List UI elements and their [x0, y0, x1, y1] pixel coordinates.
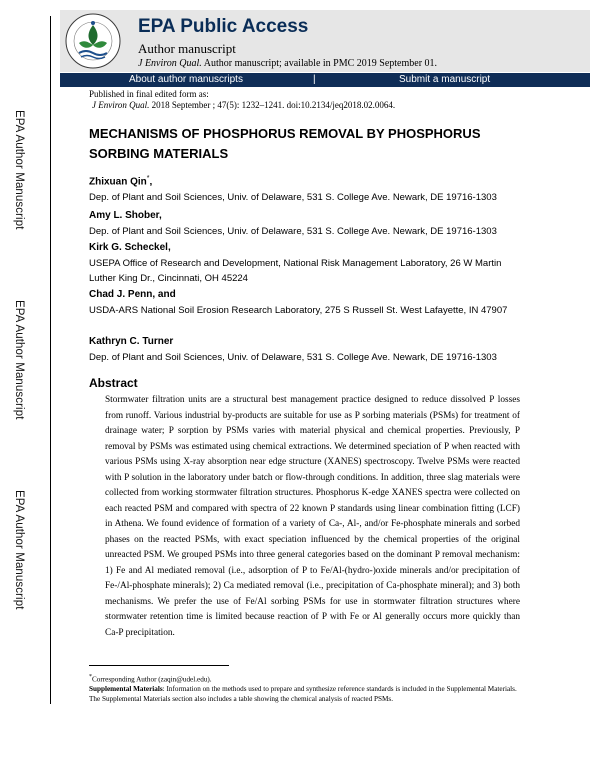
publication-info	[89, 89, 395, 111]
availability-text: Author manuscript; available in PMC 2019 September 01.	[203, 58, 438, 69]
author-name: Kirk G. Scheckel,	[89, 242, 171, 253]
sidebar-label: EPA Author Manuscript	[13, 110, 25, 230]
about-manuscripts-link[interactable]: About author manuscripts	[129, 74, 243, 85]
author-affiliation: USDA-ARS National Soil Erosion Research Laboratory, 275 S Russell St. West Lafayette, IN 47907	[89, 305, 508, 316]
author-affiliation: Dep. of Plant and Soil Sciences, Univ. of Delaware, 531 S. College Ave. Newark, DE 19716-1303	[89, 226, 497, 237]
supplemental-footnote	[89, 684, 519, 704]
citation-details: 2018 September ; 47(5): 1232–1241. doi:10.2134/jeq2018.02.0064.	[151, 100, 396, 110]
author-block	[89, 240, 529, 286]
margin-divider	[50, 16, 51, 704]
epa-logo-icon	[65, 13, 121, 69]
public-access-title: EPA Public Access	[138, 16, 309, 37]
published-label: Published in final edited form as:	[89, 89, 209, 99]
abstract-text: Stormwater filtration units are a structural best management practice designed to reduce dissolved P losses from runoff. Various industrial by-products are suitable for use as P sorbing materials (PSMs) for treatment of drainage water; P sorption by PSMs varies with material physical and chemical properties. Previously, P removal by PSMs was estimated using chemical extractions. We determined speciation of P when reacted with various PSMs using X-ray absorption near edge structure (XANES) spectroscopy. Twelve PSMs were reacted with P solution in the laboratory under batch or flow-through conditions. In addition, three slag materials were collected from working stormwater filtration structures. Phosphorus K-edge XANES spectra were collected on each reacted PSM and compared with spectra of 22 known P standards using linear combination fitting (LCF) in Athena. We found evidence of formation of a variety of Ca-, Al-, and/or Fe-phosphate minerals and sorbed phases on the reacted PSMs, with exact speciation influenced by the chemical properties of the original unreacted PSM. We grouped PSMs into three general categories based on the dominant P removal mechanism: 1) Fe and Al mediated removal (i.e., adsorption of P to Fe/Al-(hydro-)oxide minerals and/or precipitation of Fe-/Al-phosphate minerals); 2) Ca mediated removal (i.e., precipitation of Ca-phosphate mineral); and 3) both mechanisms. We prefer the use of Fe/Al sorbing PSMs for use in stormwater filtration structures where stormwater retention time is limited because reaction of P with Fe or Al generally occurs more quickly than Ca-P precipitation.	[105, 395, 520, 638]
submit-manuscript-link[interactable]: Submit a manuscript	[399, 74, 491, 85]
author-block	[89, 334, 529, 365]
nav-separator: |	[313, 74, 316, 85]
availability-line	[138, 58, 437, 69]
author-name: Amy L. Shober,	[89, 210, 162, 221]
author-affiliation: Dep. of Plant and Soil Sciences, Univ. of Delaware, 531 S. College Ave. Newark, DE 19716-1303	[89, 192, 497, 204]
manuscript-label: Author manuscript	[138, 41, 236, 56]
abstract-heading: Abstract	[89, 376, 138, 390]
nav-bar	[60, 73, 590, 87]
sidebar-label: EPA Author Manuscript	[13, 490, 25, 610]
author-affiliation: Dep. of Plant and Soil Sciences, Univ. of Delaware, 531 S. College Ave. Newark, DE 19716-1303	[89, 352, 497, 363]
footnote-rule	[89, 665, 229, 666]
corresponding-footnote: *Corresponding Author (zaqin@udel.edu).	[89, 674, 212, 684]
sidebar-label: EPA Author Manuscript	[13, 300, 25, 420]
author-name: Kathryn C. Turner	[89, 336, 174, 347]
author-block	[89, 287, 529, 318]
citation-journal: J Environ Qual.	[92, 100, 150, 110]
citation-line	[89, 100, 395, 111]
paper-title: MECHANISMS OF PHOSPHORUS REMOVAL BY PHOSPHORUS SORBING MATERIALS	[89, 126, 481, 161]
author-block	[89, 171, 529, 205]
author-name: Zhixuan Qin*,	[89, 175, 153, 188]
journal-name: J Environ Qual.	[138, 58, 202, 69]
corresponding-mark: *	[146, 175, 150, 182]
author-block	[89, 208, 529, 239]
author-name: Chad J. Penn, and	[89, 289, 176, 300]
supplemental-text: : Information on the methods used to prepare and synthesize reference standards is included in the Supplemental Materials. The Supplemental Materials section also includes a table showing the chemical analysis of reacted PSMs.	[89, 685, 517, 703]
author-affiliation: USEPA Office of Research and Development, National Risk Management Laboratory, 26 W Martin Luther King Dr., Cincinnati, OH 45224	[89, 258, 502, 284]
supplemental-label: Supplemental Materials	[89, 685, 163, 693]
header	[60, 10, 590, 72]
